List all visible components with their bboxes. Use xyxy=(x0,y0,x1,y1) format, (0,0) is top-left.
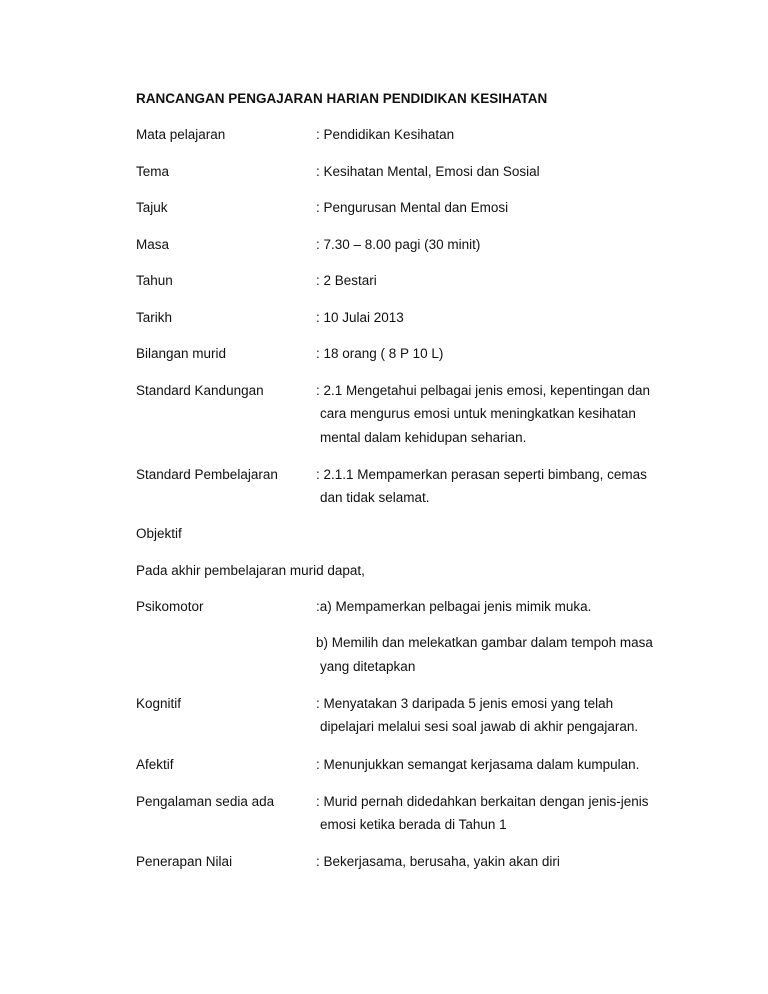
penerapan-nilai-label: Penerapan Nilai xyxy=(136,854,233,869)
masa-label: Masa xyxy=(136,237,170,252)
tajuk-value: : Pengurusan Mental dan Emosi xyxy=(316,200,509,215)
pengalaman-line-2: emosi ketika berada di Tahun 1 xyxy=(320,817,507,832)
pengalaman-label: Pengalaman sedia ada xyxy=(136,794,275,809)
tema-value: : Kesihatan Mental, Emosi dan Sosial xyxy=(316,164,540,179)
standard-pembelajaran-line-2: dan tidak selamat. xyxy=(320,490,430,505)
tema-label: Tema xyxy=(136,164,170,179)
kognitif-label: Kognitif xyxy=(136,696,182,711)
document-title: RANCANGAN PENGAJARAN HARIAN PENDIDIKAN KESIHATAN xyxy=(136,91,548,106)
bilangan-murid-label: Bilangan murid xyxy=(136,346,227,361)
pengalaman-line-1: : Murid pernah didedahkan berkaitan dengan jenis-jenis xyxy=(316,794,649,809)
standard-kandungan-line-1: : 2.1 Mengetahui pelbagai jenis emosi, kepentingan dan xyxy=(316,383,650,398)
bilangan-murid-value: : 18 orang ( 8 P 10 L) xyxy=(316,346,444,361)
afektif-value: : Menunjukkan semangat kerjasama dalam kumpulan. xyxy=(316,757,640,772)
kognitif-line-2: dipelajari melalui sesi soal jawab di akhir pengajaran. xyxy=(320,719,639,734)
tajuk-label: Tajuk xyxy=(136,200,168,215)
tahun-label: Tahun xyxy=(136,273,173,288)
objektif-intro: Pada akhir pembelajaran murid dapat, xyxy=(136,563,365,578)
objektif-heading: Objektif xyxy=(136,526,182,541)
standard-pembelajaran-line-1: : 2.1.1 Mempamerkan perasan seperti bimbang, cemas xyxy=(316,467,647,482)
afektif-label: Afektif xyxy=(136,757,174,772)
tarikh-value: : 10 Julai 2013 xyxy=(316,310,404,325)
psikomotor-line-3: yang ditetapkan xyxy=(320,659,416,674)
mata-pelajaran-label: Mata pelajaran xyxy=(136,127,226,142)
psikomotor-line-1: :a) Mempamerkan pelbagai jenis mimik muka. xyxy=(316,599,592,614)
penerapan-nilai-value: : Bekerjasama, berusaha, yakin akan diri xyxy=(316,854,560,869)
standard-kandungan-line-2: cara mengurus emosi untuk meningkatkan kesihatan xyxy=(320,406,636,421)
psikomotor-line-2: b) Memilih dan melekatkan gambar dalam tempoh masa xyxy=(316,635,653,650)
kognitif-line-1: : Menyatakan 3 daripada 5 jenis emosi yang telah xyxy=(316,696,614,711)
masa-value: : 7.30 – 8.00 pagi (30 minit) xyxy=(316,237,481,252)
standard-kandungan-label: Standard Kandungan xyxy=(136,383,264,398)
psikomotor-label: Psikomotor xyxy=(136,599,204,614)
standard-pembelajaran-label: Standard Pembelajaran xyxy=(136,467,278,482)
mata-pelajaran-value: : Pendidikan Kesihatan xyxy=(316,127,455,142)
tarikh-label: Tarikh xyxy=(136,310,173,325)
standard-kandungan-line-3: mental dalam kehidupan seharian. xyxy=(320,430,527,445)
tahun-value: : 2 Bestari xyxy=(316,273,377,288)
